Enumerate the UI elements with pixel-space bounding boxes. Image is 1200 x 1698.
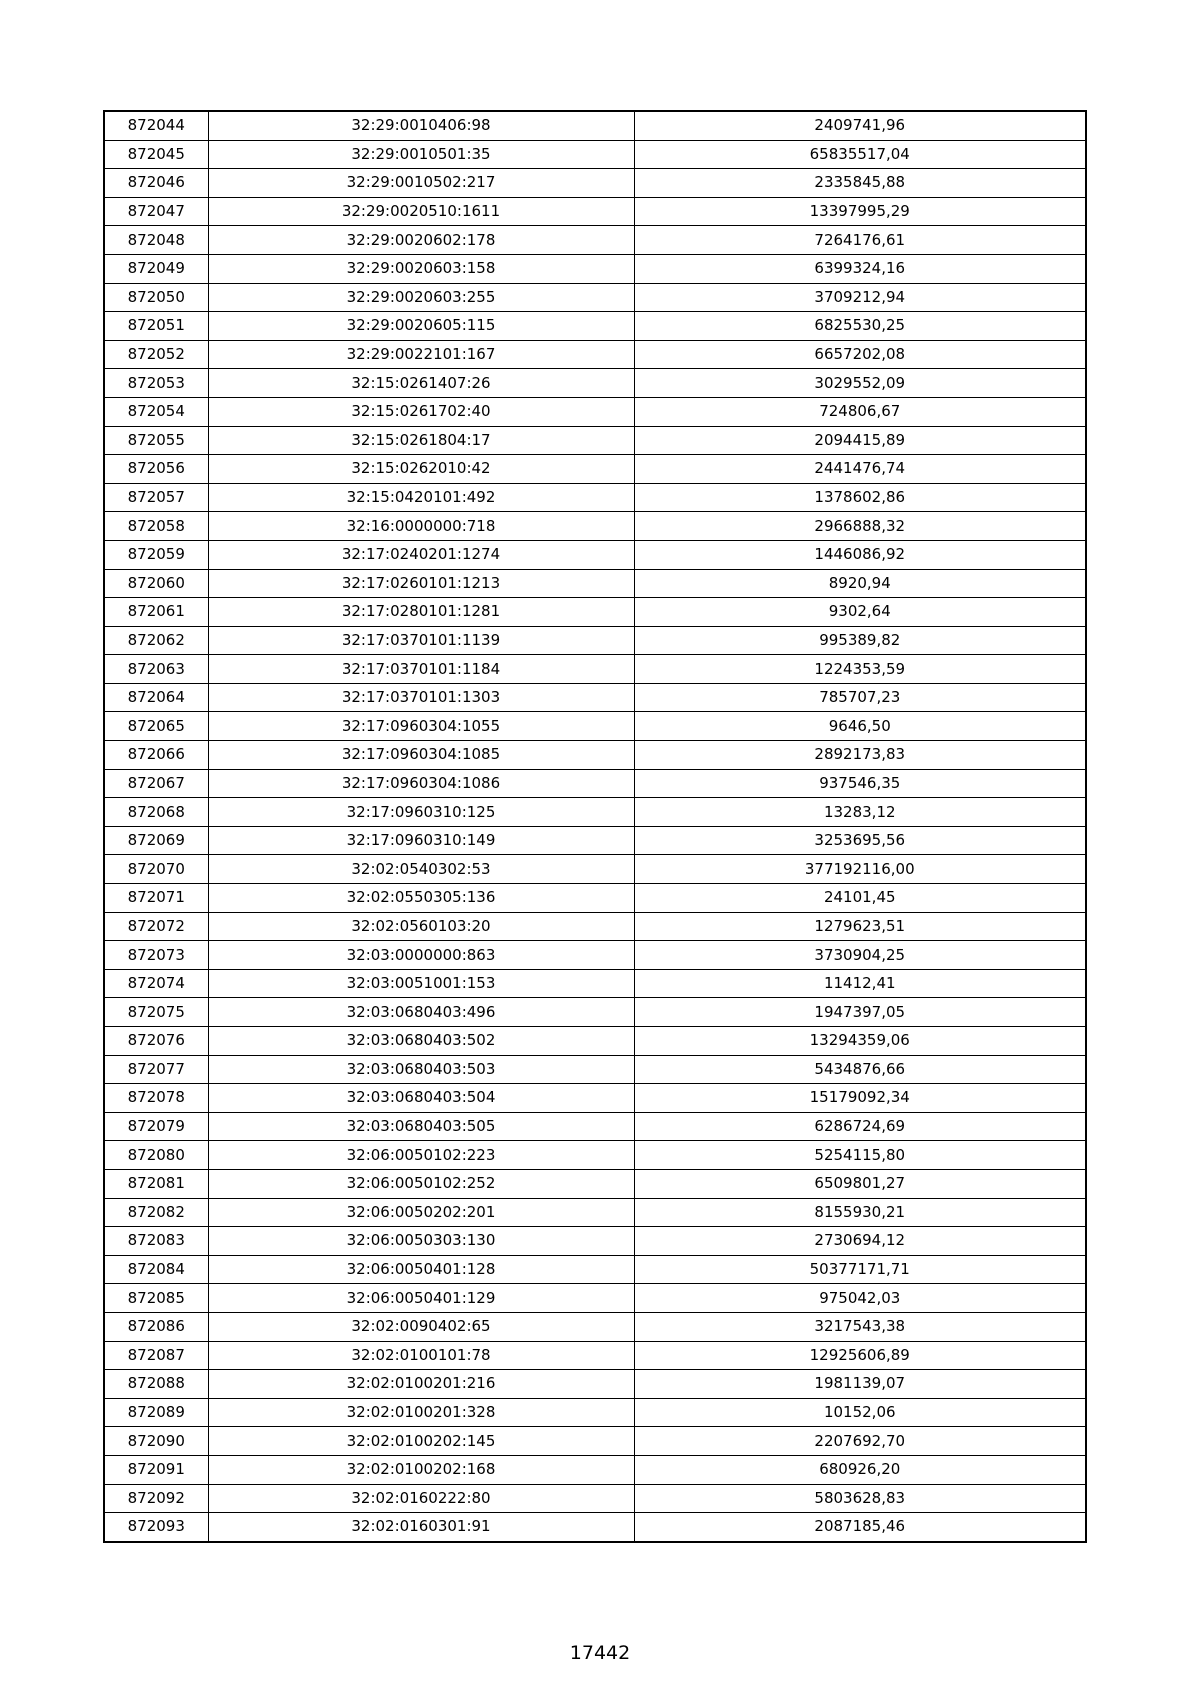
- table-row: [104, 254, 1086, 283]
- cadastral-number-cell: 32:02:0160301:91: [208, 1513, 634, 1542]
- cadastral-number-cell: 32:17:0240201:1274: [208, 540, 634, 569]
- cadastral-number-cell: 32:02:0100201:216: [208, 1370, 634, 1399]
- cadastral-value-cell: 6657202,08: [634, 340, 1086, 369]
- row-number-cell: 872052: [104, 340, 208, 369]
- table-row: [104, 1484, 1086, 1513]
- table-body: [104, 111, 1086, 1542]
- cadastral-value-cell: 65835517,04: [634, 140, 1086, 169]
- row-number-cell: 872050: [104, 283, 208, 312]
- row-number-cell: 872089: [104, 1398, 208, 1427]
- table-row: [104, 226, 1086, 255]
- cadastral-number-cell: 32:02:0560103:20: [208, 912, 634, 941]
- table-row: [104, 941, 1086, 970]
- cadastral-value-cell: 680926,20: [634, 1455, 1086, 1484]
- cadastral-value-cell: 13294359,06: [634, 1027, 1086, 1056]
- row-number-cell: 872058: [104, 512, 208, 541]
- table-row: [104, 1055, 1086, 1084]
- row-number-cell: 872071: [104, 884, 208, 913]
- row-number-cell: 872082: [104, 1198, 208, 1227]
- cadastral-value-cell: 2441476,74: [634, 455, 1086, 484]
- cadastral-number-cell: 32:06:0050102:252: [208, 1169, 634, 1198]
- cadastral-number-cell: 32:17:0960310:125: [208, 798, 634, 827]
- row-number-cell: 872059: [104, 540, 208, 569]
- row-number-cell: 872081: [104, 1169, 208, 1198]
- cadastral-value-cell: 2335845,88: [634, 169, 1086, 198]
- cadastral-value-cell: 13283,12: [634, 798, 1086, 827]
- cadastral-value-cell: 5803628,83: [634, 1484, 1086, 1513]
- cadastral-value-cell: 3217543,38: [634, 1312, 1086, 1341]
- cadastral-number-cell: 32:03:0680403:505: [208, 1112, 634, 1141]
- table-row: [104, 1370, 1086, 1399]
- cadastral-value-cell: 785707,23: [634, 683, 1086, 712]
- row-number-cell: 872074: [104, 969, 208, 998]
- cadastral-number-cell: 32:02:0100101:78: [208, 1341, 634, 1370]
- cadastral-number-cell: 32:29:0010502:217: [208, 169, 634, 198]
- cadastral-value-cell: 8920,94: [634, 569, 1086, 598]
- cadastral-value-cell: 2094415,89: [634, 426, 1086, 455]
- table-row: [104, 1398, 1086, 1427]
- row-number-cell: 872047: [104, 197, 208, 226]
- cadastral-value-cell: 50377171,71: [634, 1255, 1086, 1284]
- cadastral-value-cell: 975042,03: [634, 1284, 1086, 1313]
- table-row: [104, 455, 1086, 484]
- table-row: [104, 1455, 1086, 1484]
- cadastral-number-cell: 32:17:0960310:149: [208, 826, 634, 855]
- cadastral-number-cell: 32:03:0680403:504: [208, 1084, 634, 1113]
- table-row: [104, 569, 1086, 598]
- row-number-cell: 872062: [104, 626, 208, 655]
- table-row: [104, 1341, 1086, 1370]
- cadastral-value-cell: 2730694,12: [634, 1227, 1086, 1256]
- cadastral-value-cell: 3029552,09: [634, 369, 1086, 398]
- cadastral-number-cell: 32:03:0680403:496: [208, 998, 634, 1027]
- cadastral-value-cell: 10152,06: [634, 1398, 1086, 1427]
- cadastral-number-cell: 32:29:0020605:115: [208, 312, 634, 341]
- row-number-cell: 872090: [104, 1427, 208, 1456]
- table-row: [104, 1284, 1086, 1313]
- cadastral-value-cell: 6825530,25: [634, 312, 1086, 341]
- cadastral-number-cell: 32:17:0370101:1139: [208, 626, 634, 655]
- row-number-cell: 872076: [104, 1027, 208, 1056]
- cadastral-value-cell: 5254115,80: [634, 1141, 1086, 1170]
- cadastral-number-cell: 32:17:0280101:1281: [208, 598, 634, 627]
- row-number-cell: 872068: [104, 798, 208, 827]
- cadastral-value-cell: 1378602,86: [634, 483, 1086, 512]
- row-number-cell: 872066: [104, 741, 208, 770]
- cadastral-value-cell: 1981139,07: [634, 1370, 1086, 1399]
- cadastral-number-cell: 32:03:0051001:153: [208, 969, 634, 998]
- cadastral-value-cell: 11412,41: [634, 969, 1086, 998]
- cadastral-number-cell: 32:06:0050202:201: [208, 1198, 634, 1227]
- table-row: [104, 826, 1086, 855]
- cadastral-value-cell: 6286724,69: [634, 1112, 1086, 1141]
- cadastral-value-cell: 2966888,32: [634, 512, 1086, 541]
- row-number-cell: 872054: [104, 397, 208, 426]
- table-row: [104, 598, 1086, 627]
- row-number-cell: 872092: [104, 1484, 208, 1513]
- cadastral-value-cell: 9302,64: [634, 598, 1086, 627]
- cadastral-number-cell: 32:02:0160222:80: [208, 1484, 634, 1513]
- row-number-cell: 872046: [104, 169, 208, 198]
- table-row: [104, 655, 1086, 684]
- cadastral-number-cell: 32:15:0420101:492: [208, 483, 634, 512]
- cadastral-number-cell: 32:02:0540302:53: [208, 855, 634, 884]
- cadastral-number-cell: 32:29:0020510:1611: [208, 197, 634, 226]
- row-number-cell: 872051: [104, 312, 208, 341]
- cadastral-number-cell: 32:29:0020603:158: [208, 254, 634, 283]
- table-row: [104, 626, 1086, 655]
- row-number-cell: 872080: [104, 1141, 208, 1170]
- row-number-cell: 872055: [104, 426, 208, 455]
- cadastral-number-cell: 32:06:0050401:128: [208, 1255, 634, 1284]
- cadastral-number-cell: 32:29:0010501:35: [208, 140, 634, 169]
- cadastral-number-cell: 32:17:0960304:1085: [208, 741, 634, 770]
- table-row: [104, 1312, 1086, 1341]
- row-number-cell: 872067: [104, 769, 208, 798]
- cadastral-value-cell: 1224353,59: [634, 655, 1086, 684]
- row-number-cell: 872091: [104, 1455, 208, 1484]
- table-row: [104, 798, 1086, 827]
- row-number-cell: 872078: [104, 1084, 208, 1113]
- cadastral-value-cell: 8155930,21: [634, 1198, 1086, 1227]
- row-number-cell: 872072: [104, 912, 208, 941]
- cadastral-value-cell: 5434876,66: [634, 1055, 1086, 1084]
- row-number-cell: 872061: [104, 598, 208, 627]
- cadastral-value-cell: 13397995,29: [634, 197, 1086, 226]
- cadastral-number-cell: 32:02:0550305:136: [208, 884, 634, 913]
- table-row: [104, 969, 1086, 998]
- table-row: [104, 111, 1086, 140]
- table-row: [104, 683, 1086, 712]
- cadastral-number-cell: 32:17:0960304:1055: [208, 712, 634, 741]
- row-number-cell: 872065: [104, 712, 208, 741]
- table-row: [104, 912, 1086, 941]
- cadastral-value-cell: 15179092,34: [634, 1084, 1086, 1113]
- row-number-cell: 872069: [104, 826, 208, 855]
- cadastral-number-cell: 32:16:0000000:718: [208, 512, 634, 541]
- row-number-cell: 872064: [104, 683, 208, 712]
- cadastral-value-cell: 3709212,94: [634, 283, 1086, 312]
- cadastral-value-cell: 1279623,51: [634, 912, 1086, 941]
- cadastral-number-cell: 32:17:0260101:1213: [208, 569, 634, 598]
- table-row: [104, 1513, 1086, 1542]
- cadastral-value-cell: 2409741,96: [634, 111, 1086, 140]
- table-row: [104, 369, 1086, 398]
- cadastral-value-cell: 12925606,89: [634, 1341, 1086, 1370]
- cadastral-value-cell: 6399324,16: [634, 254, 1086, 283]
- table-row: [104, 884, 1086, 913]
- row-number-cell: 872060: [104, 569, 208, 598]
- cadastral-number-cell: 32:15:0261804:17: [208, 426, 634, 455]
- table-row: [104, 397, 1086, 426]
- table-row: [104, 1227, 1086, 1256]
- row-number-cell: 872048: [104, 226, 208, 255]
- row-number-cell: 872056: [104, 455, 208, 484]
- row-number-cell: 872070: [104, 855, 208, 884]
- cadastral-number-cell: 32:06:0050303:130: [208, 1227, 634, 1256]
- table-row: [104, 283, 1086, 312]
- table-row: [104, 712, 1086, 741]
- cadastral-number-cell: 32:29:0020603:255: [208, 283, 634, 312]
- cadastral-number-cell: 32:02:0100202:168: [208, 1455, 634, 1484]
- table-row: [104, 1084, 1086, 1113]
- cadastral-number-cell: 32:15:0261702:40: [208, 397, 634, 426]
- table-row: [104, 312, 1086, 341]
- row-number-cell: 872075: [104, 998, 208, 1027]
- cadastral-number-cell: 32:17:0370101:1184: [208, 655, 634, 684]
- row-number-cell: 872093: [104, 1513, 208, 1542]
- row-number-cell: 872049: [104, 254, 208, 283]
- cadastral-value-cell: 995389,82: [634, 626, 1086, 655]
- row-number-cell: 872084: [104, 1255, 208, 1284]
- row-number-cell: 872057: [104, 483, 208, 512]
- cadastral-number-cell: 32:29:0022101:167: [208, 340, 634, 369]
- cadastral-number-cell: 32:03:0000000:863: [208, 941, 634, 970]
- table-row: [104, 483, 1086, 512]
- row-number-cell: 872077: [104, 1055, 208, 1084]
- page-number: 17442: [569, 1642, 631, 1664]
- row-number-cell: 872053: [104, 369, 208, 398]
- row-number-cell: 872088: [104, 1370, 208, 1399]
- cadastral-number-cell: 32:06:0050401:129: [208, 1284, 634, 1313]
- cadastral-number-cell: 32:03:0680403:503: [208, 1055, 634, 1084]
- cadastral-number-cell: 32:03:0680403:502: [208, 1027, 634, 1056]
- row-number-cell: 872083: [104, 1227, 208, 1256]
- cadastral-number-cell: 32:17:0370101:1303: [208, 683, 634, 712]
- cadastral-value-cell: 1446086,92: [634, 540, 1086, 569]
- table-row: [104, 540, 1086, 569]
- row-number-cell: 872085: [104, 1284, 208, 1313]
- cadastral-value-cell: 377192116,00: [634, 855, 1086, 884]
- table-row: [104, 1427, 1086, 1456]
- cadastral-number-cell: 32:15:0262010:42: [208, 455, 634, 484]
- row-number-cell: 872044: [104, 111, 208, 140]
- cadastral-value-table: [103, 110, 1087, 1543]
- cadastral-value-cell: 6509801,27: [634, 1169, 1086, 1198]
- table-row: [104, 1112, 1086, 1141]
- table-row: [104, 140, 1086, 169]
- row-number-cell: 872086: [104, 1312, 208, 1341]
- table-row: [104, 512, 1086, 541]
- row-number-cell: 872087: [104, 1341, 208, 1370]
- table-row: [104, 1169, 1086, 1198]
- cadastral-value-cell: 24101,45: [634, 884, 1086, 913]
- cadastral-value-cell: 1947397,05: [634, 998, 1086, 1027]
- cadastral-value-cell: 937546,35: [634, 769, 1086, 798]
- cadastral-number-cell: 32:06:0050102:223: [208, 1141, 634, 1170]
- cadastral-value-cell: 2892173,83: [634, 741, 1086, 770]
- table-row: [104, 855, 1086, 884]
- row-number-cell: 872045: [104, 140, 208, 169]
- cadastral-value-cell: 9646,50: [634, 712, 1086, 741]
- cadastral-number-cell: 32:15:0261407:26: [208, 369, 634, 398]
- table-row: [104, 340, 1086, 369]
- cadastral-value-cell: 724806,67: [634, 397, 1086, 426]
- table-row: [104, 169, 1086, 198]
- row-number-cell: 872063: [104, 655, 208, 684]
- cadastral-value-cell: 3730904,25: [634, 941, 1086, 970]
- table-row: [104, 1198, 1086, 1227]
- cadastral-value-cell: 2207692,70: [634, 1427, 1086, 1456]
- cadastral-number-cell: 32:02:0090402:65: [208, 1312, 634, 1341]
- cadastral-number-cell: 32:29:0010406:98: [208, 111, 634, 140]
- cadastral-number-cell: 32:02:0100201:328: [208, 1398, 634, 1427]
- cadastral-number-cell: 32:02:0100202:145: [208, 1427, 634, 1456]
- table-row: [104, 769, 1086, 798]
- cadastral-value-cell: 3253695,56: [634, 826, 1086, 855]
- table-row: [104, 426, 1086, 455]
- table-row: [104, 1255, 1086, 1284]
- cadastral-number-cell: 32:29:0020602:178: [208, 226, 634, 255]
- table-row: [104, 741, 1086, 770]
- table-row: [104, 197, 1086, 226]
- cadastral-value-cell: 2087185,46: [634, 1513, 1086, 1542]
- row-number-cell: 872073: [104, 941, 208, 970]
- table-row: [104, 998, 1086, 1027]
- table-row: [104, 1141, 1086, 1170]
- cadastral-value-cell: 7264176,61: [634, 226, 1086, 255]
- table-row: [104, 1027, 1086, 1056]
- cadastral-number-cell: 32:17:0960304:1086: [208, 769, 634, 798]
- row-number-cell: 872079: [104, 1112, 208, 1141]
